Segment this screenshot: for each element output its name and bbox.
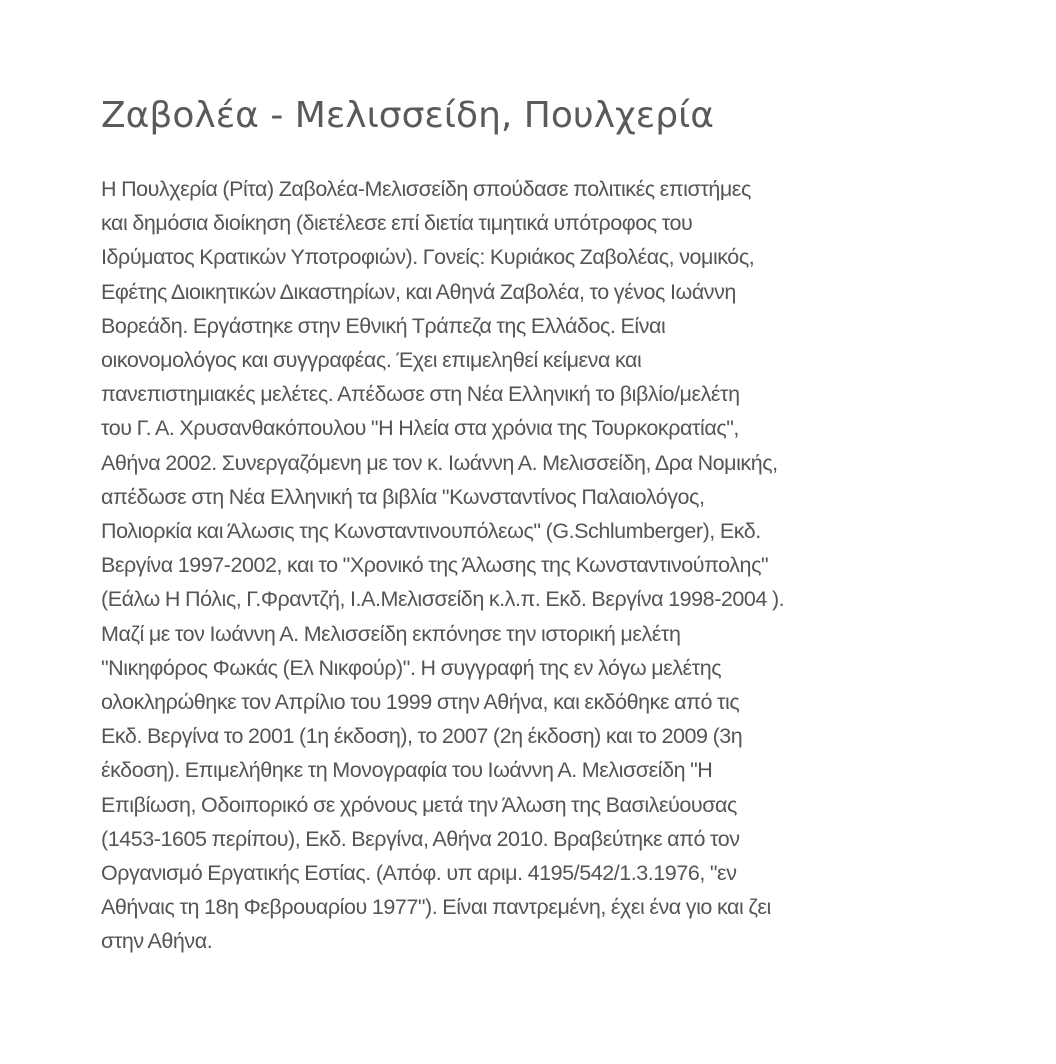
biography-line: και δημόσια διοίκηση (διετέλεσε επί διετία τιμητικά υπότροφος του bbox=[101, 211, 693, 236]
author-biography bbox=[101, 172, 967, 959]
biography-line: Αθήνα 2002. Συνεργαζόμενη με τον κ. Ιωάννη Α. Μελισσείδη, Δρα Νομικής, bbox=[101, 450, 778, 475]
biography-line: (Εάλω Η Πόλις, Γ.Φραντζή, Ι.Α.Μελισσείδη κ.λ.π. Εκδ. Βεργίνα 1998-2004 ). bbox=[101, 587, 785, 612]
biography-line: έκδοση). Επιμελήθηκε τη Μονογραφία του Ιωάννη Α. Μελισσείδη "Η bbox=[101, 758, 713, 783]
biography-line: Οργανισμό Εργατικής Εστίας. (Απόφ. υπ αριμ. 4195/542/1.3.1976, "εν bbox=[101, 861, 737, 886]
biography-line: Πολιορκία και Άλωσις της Κωνσταντινουπόλεως" (G.Schlumberger), Εκδ. bbox=[101, 519, 761, 544]
author-name-heading: Ζαβολέα - Μελισσείδη, Πουλχερία bbox=[101, 95, 715, 136]
biography-line: Βορεάδη. Εργάστηκε στην Εθνική Τράπεζα της Ελλάδος. Είναι bbox=[101, 313, 666, 338]
biography-line: (1453-1605 περίπου), Εκδ. Βεργίνα, Αθήνα 2010. Βραβεύτηκε από τον bbox=[101, 826, 740, 851]
biography-line: οικονομολόγος και συγγραφέας. Έχει επιμεληθεί κείμενα και bbox=[101, 348, 642, 373]
biography-line: Η Πουλχερία (Ρίτα) Ζαβολέα-Μελισσείδη σπούδασε πολιτικές επιστήμες bbox=[101, 177, 751, 201]
biography-line: απέδωσε στη Νέα Ελληνική τα βιβλία "Κωνσταντίνος Παλαιολόγος, bbox=[101, 484, 705, 509]
biography-line: Αθήναις τη 18η Φεβρουαρίου 1977"). Είναι παντρεμένη, έχει ένα γιο και ζει bbox=[101, 895, 771, 920]
biography-line: πανεπιστημιακές μελέτες. Απέδωσε στη Νέα Ελληνική το βιβλίο/μελέτη bbox=[101, 382, 740, 407]
biography-line: Μαζί με τον Ιωάννη Α. Μελισσείδη εκπόνησε την ιστορική μελέτη bbox=[101, 621, 681, 646]
biography-line: του Γ. Α. Χρυσανθακόπουλου "Η Ηλεία στα χρόνια της Τουρκοκρατίας", bbox=[101, 416, 739, 441]
biography-line: Εκδ. Βεργίνα το 2001 (1η έκδοση), το 2007 (2η έκδοση) και το 2009 (3η bbox=[101, 724, 743, 749]
biography-line: Ιδρύματος Κρατικών Υποτροφιών). Γονείς: Κυριάκος Ζαβολέας, νομικός, bbox=[101, 245, 755, 270]
biography-line: στην Αθήνα. bbox=[101, 929, 213, 954]
biography-line: ολοκληρώθηκε τον Απρίλιο του 1999 στην Αθήνα, και εκδόθηκε από τις bbox=[101, 690, 740, 715]
biography-line: "Νικηφόρος Φωκάς (Ελ Νικφούρ)". Η συγγραφή της εν λόγω μελέτης bbox=[101, 655, 722, 680]
biography-line: Επιβίωση, Οδοιπορικό σε χρόνους μετά την Άλωση της Βασιλεύουσας bbox=[101, 792, 737, 817]
biography-line: Εφέτης Διοικητικών Δικαστηρίων, και Αθηνά Ζαβολέα, το γένος Ιωάννη bbox=[101, 279, 736, 304]
biography-line: Βεργίνα 1997-2002, και το "Χρονικό της Άλωσης της Κωνσταντινούπολης" bbox=[101, 553, 769, 578]
